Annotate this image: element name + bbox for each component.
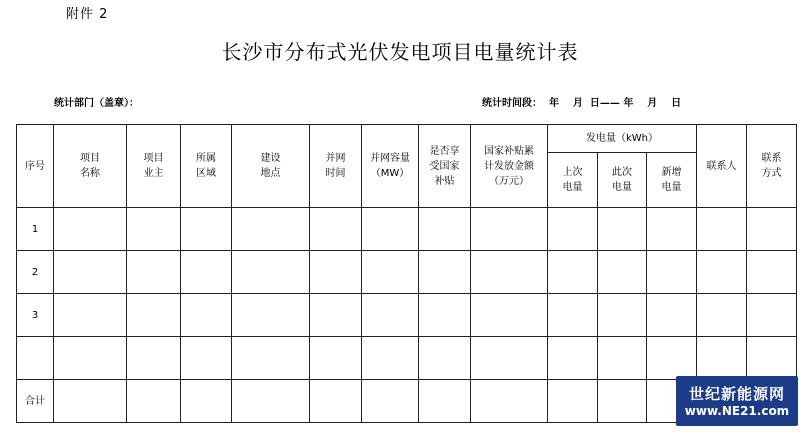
table-cell	[232, 208, 310, 251]
table-cell	[232, 380, 310, 423]
table-cell	[471, 294, 548, 337]
header-contact: 联系人	[697, 125, 747, 208]
table-cell	[647, 208, 697, 251]
header-subsidy-amount: 国家补贴累 计发放金额 （万元）	[471, 125, 548, 208]
header-subsidized: 是否享 受国家 补贴	[419, 125, 471, 208]
table-cell	[647, 337, 697, 380]
table-cell	[697, 208, 747, 251]
table-cell	[471, 380, 548, 423]
table-cell	[471, 208, 548, 251]
row-number: 2	[17, 251, 54, 294]
header-capacity: 并网容量 （MW）	[362, 125, 419, 208]
table-cell	[310, 251, 362, 294]
table-cell	[54, 208, 127, 251]
table-cell	[362, 337, 419, 380]
header-contact-method: 联系 方式	[747, 125, 797, 208]
header-last-generation: 上次 电量	[548, 153, 598, 208]
header-seq: 序号	[17, 125, 54, 208]
table-cell	[127, 380, 181, 423]
table-cell	[232, 294, 310, 337]
table-cell	[419, 337, 471, 380]
table-cell	[548, 208, 598, 251]
table-cell	[747, 251, 797, 294]
table-cell	[127, 251, 181, 294]
header-location: 建设 地点	[232, 125, 310, 208]
table-cell	[697, 251, 747, 294]
period-label: 统计时间段： 年 月 日—— 年 月 日	[482, 98, 682, 109]
table-cell	[362, 251, 419, 294]
table-cell	[697, 294, 747, 337]
header-this-generation: 此次 电量	[598, 153, 647, 208]
table-cell	[181, 251, 232, 294]
table-cell	[181, 380, 232, 423]
site-watermark-logo	[676, 376, 798, 426]
table-cell	[598, 337, 647, 380]
table-cell	[54, 380, 127, 423]
watermark-name: 世纪新能源网	[688, 385, 785, 403]
table-cell	[548, 251, 598, 294]
table-cell	[362, 380, 419, 423]
header-row-top	[17, 125, 797, 153]
table-row	[17, 251, 797, 294]
table-cell	[232, 251, 310, 294]
table-cell	[598, 294, 647, 337]
attachment-label: 附件 2	[66, 7, 109, 22]
header-grid-time: 并网 时间	[310, 125, 362, 208]
table-cell	[548, 337, 598, 380]
table-cell	[127, 294, 181, 337]
table-cell	[647, 251, 697, 294]
table-cell	[127, 208, 181, 251]
table-cell	[181, 208, 232, 251]
table-cell	[54, 337, 127, 380]
table-cell	[310, 337, 362, 380]
table-cell	[54, 294, 127, 337]
table-cell	[419, 251, 471, 294]
table-body	[17, 208, 797, 380]
table-cell	[181, 337, 232, 380]
table-cell	[419, 294, 471, 337]
table-cell	[310, 294, 362, 337]
header-new-generation: 新增 电量	[647, 153, 697, 208]
watermark-url: www.NE21.com	[684, 404, 790, 418]
table-cell	[181, 294, 232, 337]
table-cell	[647, 294, 697, 337]
page-title: 长沙市分布式光伏发电项目电量统计表	[221, 40, 579, 64]
table-row	[17, 208, 797, 251]
table-cell	[598, 208, 647, 251]
header-owner: 项目 业主	[127, 125, 181, 208]
table-cell	[310, 380, 362, 423]
row-number: 1	[17, 208, 54, 251]
table-cell	[697, 337, 747, 380]
table-cell	[598, 251, 647, 294]
row-number: 3	[17, 294, 54, 337]
table-row	[17, 337, 797, 380]
total-label: 合计	[17, 380, 54, 423]
table-cell	[471, 337, 548, 380]
table-cell	[419, 380, 471, 423]
table-cell	[471, 251, 548, 294]
table-cell	[419, 208, 471, 251]
table-cell	[310, 208, 362, 251]
table-cell	[54, 251, 127, 294]
table-cell	[598, 380, 647, 423]
table-cell	[548, 380, 598, 423]
table-cell	[747, 208, 797, 251]
table-row	[17, 294, 797, 337]
header-generation: 发电量（kWh）	[548, 125, 697, 153]
row-number	[17, 337, 54, 380]
table-cell	[747, 294, 797, 337]
table-cell	[127, 337, 181, 380]
table-cell	[548, 294, 598, 337]
header-project-name: 项目 名称	[54, 125, 127, 208]
table-cell	[362, 294, 419, 337]
table-cell	[747, 337, 797, 380]
header-region: 所属 区域	[181, 125, 232, 208]
table-cell	[232, 337, 310, 380]
table-cell	[362, 208, 419, 251]
department-label: 统计部门（盖章）：	[54, 98, 139, 109]
